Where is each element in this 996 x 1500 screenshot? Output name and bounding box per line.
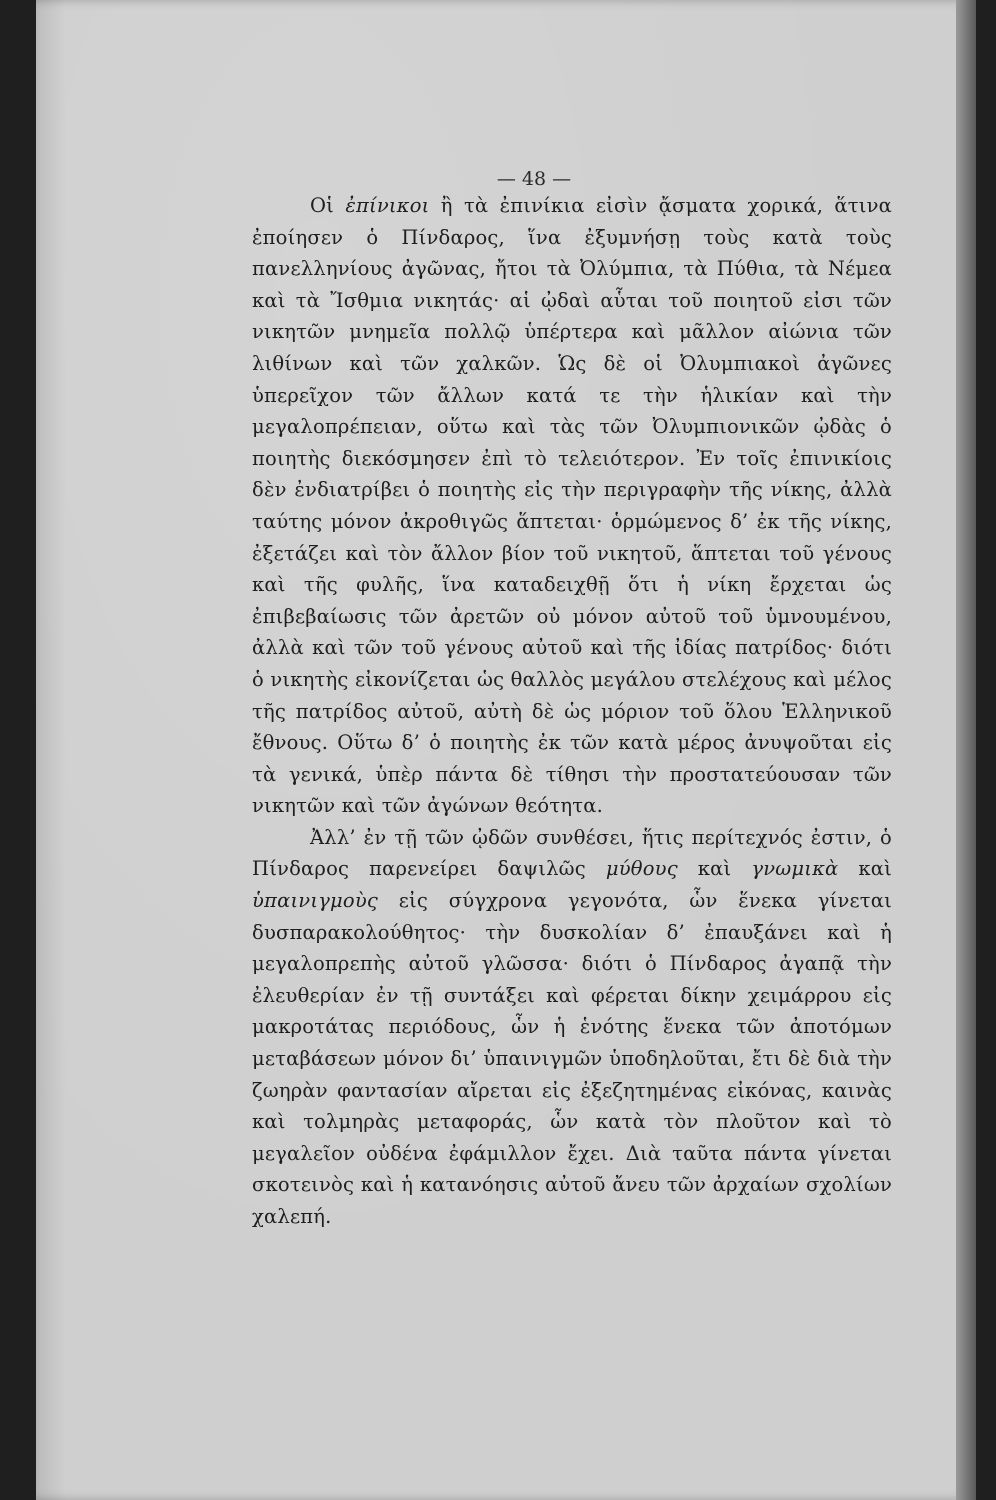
paragraph-2: [252, 822, 892, 1233]
italic-term-mythous: μύθους: [605, 857, 678, 881]
text-segment: καὶ: [677, 857, 752, 881]
italic-term-hypainigmous: ὑπαινιγμοὺς: [252, 889, 379, 913]
italic-term-epinikoi: ἐπίνικοι: [345, 194, 430, 217]
body-text: [252, 190, 892, 1233]
text-segment: Οἱ: [310, 194, 346, 217]
paragraph-1: [252, 190, 892, 822]
text-segment: ἢ τὰ ἐπινίκια εἰσὶν ᾄσματα χορικά, ἅτινα ἐποίησεν ὁ Πίνδαρος, ἵνα ἐξυμνήσῃ τοὺς κατὰ τοὺς πανελληνίους ἀγῶνας, ἤτοι τὰ Ὀλύμπια, τὰ Πύθια, τὰ Νέμεα καὶ τὰ Ἴσθμια νικητάς· αἱ ᾠδαὶ αὗται τοῦ ποιητοῦ εἰσι τῶν νικητῶν μνημεῖα πολλῷ ὑπέρτερα καὶ μᾶλλον αἰώνια τῶν λιθίνων καὶ τῶν χαλκῶν. Ὡς δὲ οἱ Ὀλυμπιακοὶ ἀγῶνες ὑπερεῖχον τῶν ἄλλων κατά τε τὴν ἡλικίαν καὶ τὴν μεγαλοπρέπειαν, οὕτω καὶ τὰς τῶν Ὀλυμπιονικῶν ᾠδὰς ὁ ποιητὴς διεκόσμησεν ἐπὶ τὸ τελειότερον. Ἐν τοῖς ἐπινικίοις δὲν ἐνδιατρίβει ὁ ποιητὴς εἰς τὴν περιγραφὴν τῆς νίκης, ἀλλὰ ταύτης μόνον ἀκροθιγῶς ἅπτεται· ὁρμώμενος δ’ ἐκ τῆς νίκης, ἐξετάζει καὶ τὸν ἄλλον βίον τοῦ νικητοῦ, ἅπτεται τοῦ γένους καὶ τῆς φυλῆς, ἵνα καταδειχθῇ ὅτι ἡ νίκη ἔρχεται ὡς ἐπιβεβαίωσις τῶν ἀρετῶν οὐ μόνον αὐτοῦ τοῦ ὑμνουμένου, ἀλλὰ καὶ τῶν τοῦ γένους αὐτοῦ καὶ τῆς ἰδίας πατρίδος· διότι ὁ νικητὴς εἰκονίζεται ὡς θαλλὸς μεγάλου στελέχους καὶ μέλος τῆς πατρίδος αὐτοῦ, αὐτὴ δὲ ὡς μόριον τοῦ ὅλου Ἑλληνικοῦ ἔθνους. Οὕτω δ’ ὁ ποιητὴς ἐκ τῶν κατὰ μέρος ἀνυψοῦται εἰς τὰ γενικά, ὑπὲρ πάντα δὲ τίθησι τὴν προστατεύουσαν τῶν νικητῶν καὶ τῶν ἀγώνων θεότητα.: [252, 194, 892, 818]
page-number: — 48 —: [496, 168, 572, 190]
page-edge-shadow: [956, 0, 976, 1500]
text-segment: εἰς σύγχρονα γεγονότα, ὧν ἕνεκα γίνεται δυσπαρακολούθητος· τὴν δυσκολίαν δ’ ἐπαυξάνει καὶ ἡ μεγαλοπρεπὴς αὐτοῦ γλῶσσα· διότι ὁ Πίνδαρος ἀγαπᾷ τὴν ἐλευθερίαν ἐν τῇ συντάξει καὶ φέρεται δίκην χειμάρρου εἰς μακροτάτας περιόδους, ὧν ἡ ἑνότης ἕνεκα τῶν ἀποτόμων μεταβάσεων μόνον δι’ ὑπαινιγμῶν ὑποδηλοῦται, ἔτι δὲ διὰ τὴν ζωηρὰν φαντασίαν αἴρεται εἰς ἐξεζητημένας εἰκόνας, καινὰς καὶ τολμηρὰς μεταφοράς, ὧν κατὰ τὸν πλοῦτον καὶ τὸ μεγαλεῖον οὐδένα ἐφάμιλλον ἔχει. Διὰ ταῦτα πάντα γίνεται σκοτεινὸς καὶ ἡ κατανόησις αὐτοῦ ἄνευ τῶν ἀρχαίων σχολίων χαλεπή.: [252, 889, 892, 1228]
text-segment: Ἀλλ’ ἐν τῇ τῶν ᾠδῶν συνθέσει, ἥτις περίτεχνός ἐστιν, ὁ Πίνδαρος παρενείρει δαψιλῶς: [252, 825, 892, 881]
text-segment: καὶ: [838, 857, 893, 881]
italic-term-gnomika: γνωμικὰ: [751, 857, 839, 881]
